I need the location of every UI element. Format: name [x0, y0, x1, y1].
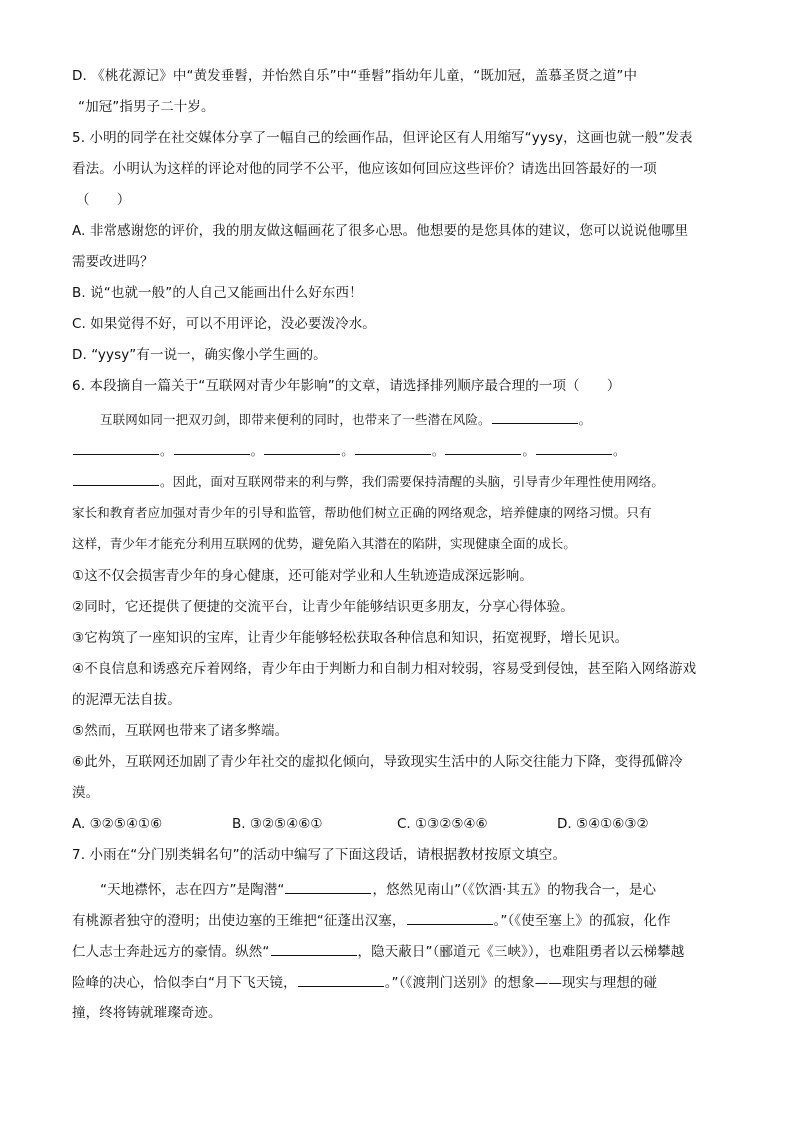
q7-para-line2 [72, 910, 671, 931]
q6-blank-6 [445, 440, 521, 455]
q7-blank-4 [298, 972, 384, 987]
q6-passage-text3: 。因此，面对互联网带来的利与弊，我们需要保持清醒的头脑，引导青少年理性使用网络。 [160, 474, 665, 489]
q6-period: 。 [431, 443, 445, 458]
q5-option-b: B. 说“也就一般”的人自己又能画出什么好东西！ [72, 285, 363, 301]
q6-passage-line2 [72, 440, 626, 461]
q5-stem-line2: 看法。小明认为这样的评论对他的同学不公平，他应该如何回应这些评价？请选出回答最好的一项 [72, 161, 657, 177]
q6-sentence-6-line2: 漠。 [72, 785, 100, 801]
q6-sentence-4-line1: ④不良信息和诱惑充斥着网络，青少年由于判断力和自制力相对较弱，容易受到侵蚀，甚至陷入网络游戏 [72, 661, 697, 677]
q6-option-b: B. ③②⑤④⑥① [232, 816, 323, 832]
q6-sentence-3: ③它构筑了一座知识的宝库，让青少年能够轻松获取各种信息和知识，拓宽视野，增长见识。 [72, 630, 629, 646]
q7-text: 。”（《使至塞上》的孤寂，化作 [493, 913, 671, 929]
q6-passage-line3 [72, 471, 664, 492]
q6-period: 。 [250, 443, 264, 458]
q6-blank-2 [73, 440, 159, 455]
q5-option-d: D. “yysy”有一说一，确实像小学生画的。 [72, 347, 327, 363]
q6-sentence-4-line2: 的泥潭无法自拔。 [72, 692, 181, 708]
q7-para-line5: 撞，终将铸就璀璨奇迹。 [72, 1005, 222, 1021]
q5-stem-line1: 5. 小明的同学在社交媒体分享了一幅自己的绘画作品，但评论区有人用缩写“yysy，这画也就一般”发表 [72, 130, 693, 146]
q6-sentence-6-line1: ⑥此外，互联网还加剧了青少年社交的虚拟化倾向，导致现实生活中的人际交往能力下降，变得孤僻冷 [72, 754, 683, 770]
q6-blank-1 [492, 409, 578, 424]
q7-text: 。”（《渡荆门送别》的想象——现实与理想的碰 [384, 975, 658, 991]
q5-option-a-line1: A. 非常感谢您的评价，我的朋友做这幅画花了很多心思。他想要的是您具体的建议，您可以说说他哪里 [72, 223, 689, 239]
q6-blank-5 [355, 440, 431, 455]
q5-answer-paren: （ ） [76, 192, 131, 208]
q7-blank-1 [285, 879, 371, 894]
q6-blank-4 [264, 440, 340, 455]
q6-sentence-2: ②同时，它还提供了便捷的交流平台，让青少年能够结识更多朋友，分享心得体验。 [72, 599, 574, 615]
q6-blank-8 [73, 471, 159, 486]
q7-blank-2 [407, 910, 493, 925]
q7-text: ，隐天蔽日”（郦道元《三峡》），也难阻勇者以云梯攀越 [357, 944, 685, 960]
q6-period: 。 [341, 443, 354, 458]
q7-text: 险峰的决心，恰似李白“月下飞天镜， [72, 975, 297, 991]
q6-option-c: C. ①③②⑤④⑥ [397, 816, 488, 832]
q7-para-line3 [72, 941, 684, 962]
q7-blank-3 [271, 941, 357, 956]
q7-para-line4 [72, 972, 657, 993]
q7-stem: 7. 小雨在“分门别类辑名句”的活动中编写了下面这段话，请根据教材按原文填空。 [72, 847, 567, 863]
q6-passage-line4: 家长和教育者应加强对青少年的引导和监管，帮助他们树立正确的网络观念，培养健康的网络习惯。只有 [72, 505, 652, 520]
q7-para-line1 [100, 879, 656, 900]
q6-passage-line1 [100, 409, 591, 430]
q6-passage-text1: 互联网如同一把双刃剑，即带来便利的同时，也带来了一些潜在风险。 [100, 412, 491, 427]
q5-option-a-line2: 需要改进吗？ [72, 254, 154, 270]
q6-sentence-5: ⑤然而，互联网也带来了诸多弊端。 [72, 723, 289, 739]
q6-period: 。 [160, 443, 173, 458]
q7-text: ，悠然见南山”（《饮酒·其五》的物我合一，是心 [372, 882, 657, 898]
q6-sentence-1: ①这不仅会损害青少年的身心健康，还可能对学业和人生轨迹造成深远影响。 [72, 568, 534, 584]
q6-period: 。 [613, 443, 626, 458]
q6-option-a: A. ③②⑤④①⑥ [72, 816, 163, 832]
q6-stem: 6. 本段摘自一篇关于“互联网对青少年影响”的文章，请选择排列顺序最合理的一项（ ） [72, 378, 621, 394]
q6-blank-3 [174, 440, 250, 455]
q7-text: “天地襟怀，志在四方”是陶潜“ [100, 882, 285, 898]
q4-option-d-line1: D. 《桃花源记》中“黄发垂髫，并怡然自乐”中“垂髫”指幼年儿童，“既加冠，盖慕圣贤之道”中 [72, 68, 638, 84]
q7-text: 仁人志士奔赴远方的豪情。纵然“ [72, 944, 270, 960]
q6-blank-7 [536, 440, 612, 455]
q7-text: 有桃源者独守的澄明；出使边塞的王维把“征蓬出汉塞， [72, 913, 406, 929]
q6-passage-line5: 这样，青少年才能充分利用互联网的优势，避免陷入其潜在的陷阱，实现健康全面的成长。 [72, 536, 577, 551]
q6-option-d: D. ⑤④①⑥③② [557, 816, 649, 832]
q6-period: 。 [522, 443, 536, 458]
q6-period: 。 [578, 412, 592, 427]
q5-option-c: C. 如果觉得不好，可以不用评论，没必要泼冷水。 [72, 316, 376, 332]
q4-option-d-line2: “加冠”指男子二十岁。 [78, 99, 215, 115]
